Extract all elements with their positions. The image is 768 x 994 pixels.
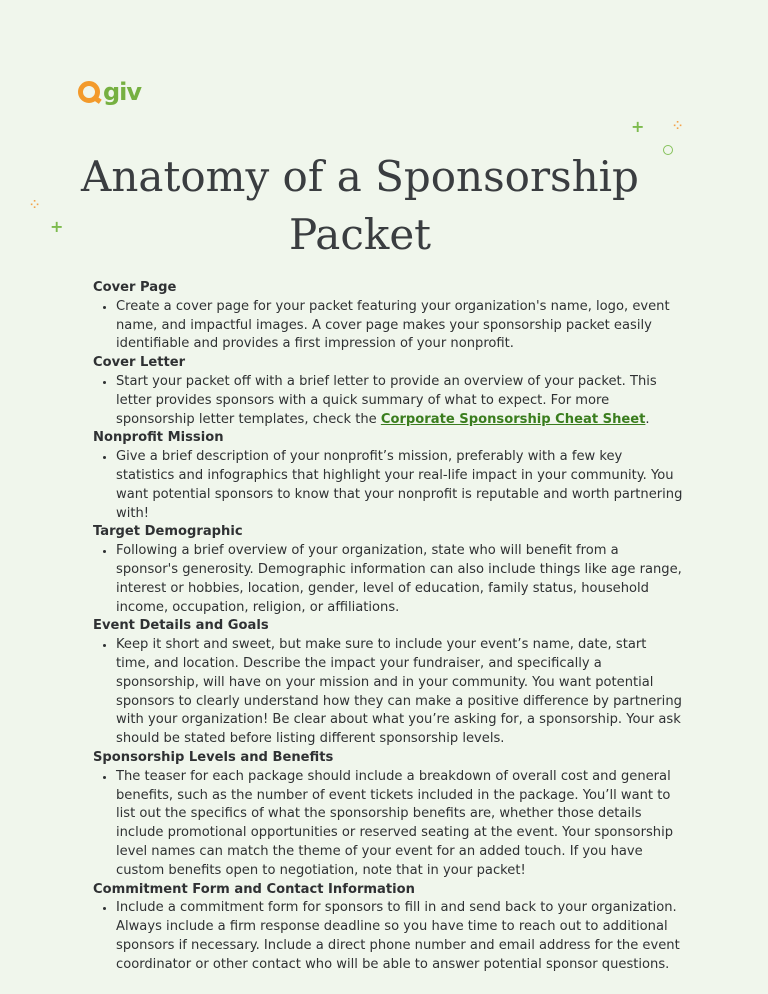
plus-decoration-icon: +	[631, 117, 645, 136]
plus-decoration-icon: +	[50, 217, 64, 236]
section-nonprofit-mission	[93, 429, 683, 523]
list-item: • Keep it short and sweet, but make sure to include your event’s name, date, start time, and location. Describe the impact your fundraiser, and specifically a sponsorship, will have on your mission and in your community. You want potential sponsors to clearly understand how they can make a positive difference by partnering with your organization! Be clear about what you’re asking for, a sponsorship. Your ask should be stated before listing different sponsorship levels.	[116, 636, 683, 749]
sparkle-decoration-icon: ⁘	[673, 119, 683, 132]
section-event-details	[93, 617, 683, 749]
list-item: • Give a brief description of your nonprofit’s mission, preferably with a few key statistics and infographics that highlight your real-life impact in your community. You want potential sponsors to know that your nonprofit is reputable and worth partnering with!	[116, 448, 683, 523]
list-item: • The teaser for each package should include a breakdown of overall cost and general benefits, such as the number of event tickets included in the package. You’ll want to list out the specifics of what the sponsorship benefits are, whether those details include promotional opportunities or reserved seating at the event. Your sponsorship level names can match the theme of your event for an added touch. If you have custom benefits open to negotiation, note that in your packet!	[116, 768, 683, 881]
section-heading: Event Details and Goals	[93, 618, 269, 634]
section-heading: Sponsorship Levels and Benefits	[93, 749, 334, 765]
logo-text: giv	[103, 78, 142, 106]
list-item	[116, 373, 683, 429]
section-heading: Cover Page	[93, 280, 177, 295]
list-item: • Following a brief overview of your organization, state who will benefit from a sponsor's generosity. Demographic information can also include things like age range, interest or hobbies, location, gender, level of education, family status, household income, occupation, religion, or affiliations.	[116, 542, 683, 617]
section-cover-letter	[93, 354, 683, 429]
qgiv-logo	[78, 80, 141, 104]
list-item-text-end: .	[645, 411, 650, 427]
list-item: • Include a commitment form for sponsors to fill in and send back to your organization. Always include a firm response deadline so you have time to reach out to additional sponsors if necessary. Include a direct phone number and email address for the event coordinator or other contact who will be able to answer potential sponsor questions.	[116, 899, 683, 974]
section-heading: Target Demographic	[93, 524, 243, 540]
sparkle-decoration-icon: ⁘	[30, 198, 40, 211]
list-item: • Create a cover page for your packet featuring your organization's name, logo, event name, and impactful images. A cover page makes your sponsorship packet easily identifiable and provides a first impression of your nonprofit.	[116, 298, 683, 354]
section-target-demographic	[93, 523, 683, 617]
section-commitment-form	[93, 881, 683, 975]
cheat-sheet-link[interactable]: Corporate Sponsorship Cheat Sheet	[380, 411, 646, 427]
section-sponsorship-levels	[93, 749, 683, 881]
section-cover-page	[93, 279, 683, 354]
circle-decoration-icon	[663, 145, 673, 155]
section-heading: Nonprofit Mission	[93, 430, 224, 446]
section-heading: Cover Letter	[93, 355, 186, 371]
page-title: Anatomy of a Sponsorship Packet	[81, 152, 639, 259]
logo-q-mark	[78, 81, 100, 103]
section-heading: Commitment Form and Contact Information	[93, 881, 415, 897]
main-content	[93, 279, 683, 974]
list-item-text: Start your packet off with a brief letter to provide an overview of your packet. This letter provides sponsors with a quick summary of what to expect. For more sponsorship letter templates, check the	[116, 373, 657, 427]
